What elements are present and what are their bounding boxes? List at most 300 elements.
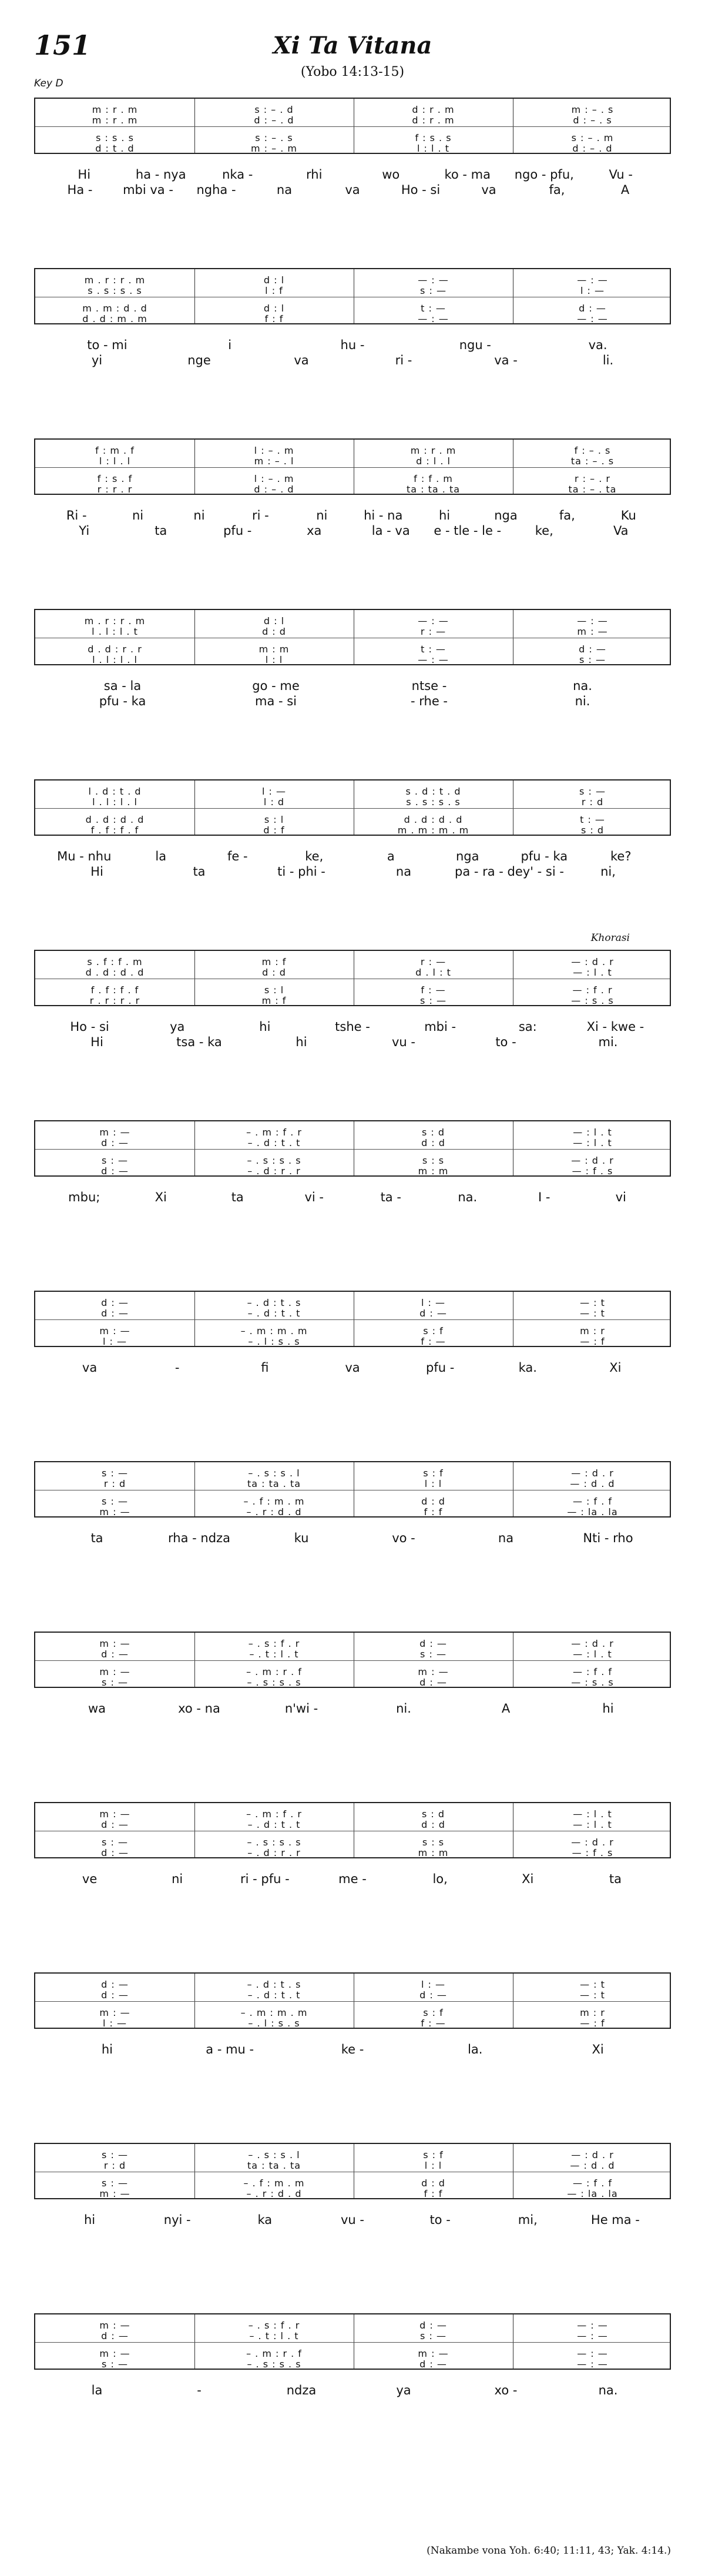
voice-part-row bbox=[35, 115, 670, 126]
lyric-syllable: ta bbox=[609, 1872, 622, 1886]
lyric-syllable: mbu; bbox=[68, 1190, 100, 1204]
measure-notes: t : — bbox=[580, 814, 605, 825]
staff-box bbox=[34, 950, 671, 1006]
measure-notes: — : d . r bbox=[571, 1155, 614, 1166]
lyric-syllable: ta - bbox=[380, 1190, 401, 1204]
measure-notes: f : — bbox=[421, 1336, 446, 1347]
lyric-line bbox=[34, 1360, 671, 1375]
lyric-syllable: tshe - bbox=[335, 1020, 370, 1034]
staff-box bbox=[34, 98, 671, 154]
lyric-syllable: vo - bbox=[392, 1531, 415, 1545]
measure-notes: m : m bbox=[418, 1165, 449, 1177]
measure-notes: – . r : d . d bbox=[246, 2188, 302, 2199]
measure-notes: s : — bbox=[102, 2149, 128, 2160]
lyric-syllable: a bbox=[387, 849, 395, 863]
measure-notes: – . f : m . m bbox=[243, 1496, 305, 1507]
measure-notes: d : d bbox=[262, 626, 286, 637]
measure-notes: s : f bbox=[423, 1468, 444, 1479]
voice-part-row bbox=[35, 1336, 670, 1347]
lyric-syllable: na bbox=[276, 183, 293, 197]
measure-notes: d : d bbox=[421, 1496, 445, 1507]
voice-part-row bbox=[35, 1468, 670, 1479]
lyric-syllable: ya bbox=[396, 2383, 411, 2397]
measure-notes: – . d : r . r bbox=[247, 1165, 301, 1177]
staff-box bbox=[34, 2313, 671, 2370]
measure-notes: – . d : t . s bbox=[247, 1979, 301, 1990]
measure-notes: d . d : m . m bbox=[82, 313, 147, 324]
measure-notes: — : l . t bbox=[573, 1137, 612, 1148]
measure-notes: s : – . d bbox=[254, 104, 294, 115]
voice-part-row bbox=[35, 1990, 670, 2001]
measure-notes: r : – . r bbox=[575, 473, 610, 484]
lyric-syllable: ndza bbox=[286, 2383, 317, 2397]
measure-notes: f : s . f bbox=[97, 473, 133, 484]
lyric-syllable: va bbox=[294, 353, 309, 367]
lyric-syllable: xo - na bbox=[178, 1701, 220, 1716]
voice-part-row bbox=[35, 996, 670, 1006]
measure-notes: s : s bbox=[422, 1155, 445, 1166]
staff-box bbox=[34, 1120, 671, 1177]
measure-notes: d : — bbox=[579, 303, 606, 314]
lyric-syllable: rha - ndza bbox=[168, 1531, 230, 1545]
measure-notes: d : r . m bbox=[412, 115, 455, 126]
measure-notes: ta : ta . ta bbox=[247, 2160, 301, 2171]
lyric-syllable: nyi - bbox=[163, 2213, 191, 2227]
measure-notes: – . d : t . t bbox=[247, 1819, 301, 1830]
measure-notes: s : f bbox=[423, 1325, 444, 1336]
lyric-syllable: ni. bbox=[396, 1701, 411, 1716]
measure-notes: m : f bbox=[261, 995, 287, 1006]
lyric-syllable: Nti - rho bbox=[583, 1531, 633, 1545]
lyric-syllable: mbi va - bbox=[123, 183, 173, 197]
lyric-syllable: nka - bbox=[222, 168, 253, 182]
lyric-syllable: e - tle - le - bbox=[434, 524, 502, 538]
measure-notes: m : — bbox=[99, 2348, 130, 2359]
lyric-line bbox=[34, 2042, 671, 2057]
measure-notes: — : d . r bbox=[571, 1638, 614, 1649]
lyric-syllable: pfu - bbox=[223, 524, 252, 538]
voice-part-row bbox=[35, 143, 670, 154]
measure-notes: s . s : s . s bbox=[88, 285, 142, 296]
lyric-syllable: Vu - bbox=[609, 168, 633, 182]
measure-notes: m : — bbox=[99, 1506, 130, 1518]
lyric-syllable: vi bbox=[615, 1190, 626, 1204]
measure-notes: f : f . m bbox=[414, 473, 453, 484]
music-system bbox=[34, 1632, 671, 1737]
lyric-syllable: la - va bbox=[371, 524, 410, 538]
measure-notes: – . s : s . l bbox=[248, 2149, 300, 2160]
voice-part-row bbox=[35, 2178, 670, 2189]
measure-notes: d . d : d . d bbox=[85, 814, 145, 825]
measure-notes: m : — bbox=[99, 1325, 130, 1336]
lyric-syllable: mbi - bbox=[424, 1020, 456, 1034]
measure-notes: m . r : r . m bbox=[84, 274, 146, 286]
music-system bbox=[34, 2313, 671, 2419]
voice-part-row bbox=[35, 286, 670, 296]
lyric-line bbox=[34, 353, 671, 368]
voice-part-row bbox=[35, 105, 670, 115]
voice-part-row bbox=[35, 1496, 670, 1507]
measure-notes: — : l . t bbox=[573, 1819, 612, 1830]
measure-notes: f : – . s bbox=[574, 445, 611, 456]
measure-notes: — : d . r bbox=[571, 956, 614, 967]
measure-notes: l : f bbox=[265, 285, 283, 296]
measure-notes: l : – . m bbox=[254, 445, 294, 456]
lyric-syllable: hi bbox=[259, 1020, 271, 1034]
measure-notes: d : – . d bbox=[254, 115, 294, 126]
lyric-syllable: ka bbox=[257, 2213, 273, 2227]
measure-notes: d . d : d . d bbox=[85, 967, 145, 978]
lyric-line bbox=[34, 1701, 671, 1716]
key-signature: Key D bbox=[34, 78, 63, 89]
measure-notes: f : — bbox=[421, 984, 446, 996]
measure-notes: — : f . f bbox=[572, 2178, 613, 2189]
staff-divider bbox=[35, 2001, 670, 2002]
voice-part-row bbox=[35, 2160, 670, 2171]
measure-notes: — : d . r bbox=[571, 1837, 614, 1848]
measure-notes: l : – . m bbox=[254, 473, 294, 484]
measure-notes: s : – . s bbox=[255, 132, 293, 143]
measure-notes: ta : ta . ta bbox=[247, 1478, 301, 1489]
measure-notes: – . d : r . r bbox=[247, 1847, 301, 1858]
lyric-syllable: va bbox=[345, 1361, 360, 1375]
voice-part-row bbox=[35, 1507, 670, 1518]
measure-notes: d : — bbox=[579, 644, 606, 655]
lyric-syllable: Hi bbox=[78, 168, 91, 182]
lyric-syllable: Xi bbox=[609, 1361, 622, 1375]
measure-notes: f : — bbox=[421, 2018, 446, 2029]
voice-part-row bbox=[35, 1308, 670, 1319]
lyric-syllable: ni bbox=[316, 508, 328, 522]
lyric-syllable: ke, bbox=[535, 524, 553, 538]
measure-notes: — : t bbox=[580, 1297, 605, 1308]
voice-part-row bbox=[35, 1677, 670, 1688]
measure-notes: — : s . s bbox=[571, 995, 614, 1006]
lyric-line bbox=[34, 1034, 671, 1050]
lyric-syllable: ri - bbox=[395, 353, 412, 367]
voice-part-row bbox=[35, 1127, 670, 1138]
lyric-syllable: Hi bbox=[90, 865, 103, 879]
voice-part-row bbox=[35, 1667, 670, 1677]
measure-notes: — : la . la bbox=[567, 1506, 618, 1518]
measure-notes: l : — bbox=[580, 285, 605, 296]
staff-box bbox=[34, 1461, 671, 1518]
measure-notes: – . m : r . f bbox=[246, 2348, 302, 2359]
measure-notes: — : f . r bbox=[572, 984, 613, 996]
lyric-syllable: lo, bbox=[432, 1872, 448, 1886]
lyric-syllable: va bbox=[481, 183, 496, 197]
measure-notes: d : — bbox=[419, 1989, 447, 2001]
measure-notes: l : l . t bbox=[417, 143, 449, 154]
measure-notes: d : — bbox=[101, 1847, 129, 1858]
measure-notes: — : — bbox=[577, 2348, 608, 2359]
lyric-syllable: to - bbox=[495, 1035, 516, 1049]
lyric-line bbox=[34, 1871, 671, 1887]
measure-notes: m : r . m bbox=[410, 445, 456, 456]
lyric-syllable: Ku bbox=[620, 508, 636, 522]
measure-notes: s : — bbox=[102, 1468, 128, 1479]
measure-notes: — : — bbox=[577, 615, 608, 627]
measure-notes: f : m . f bbox=[95, 445, 135, 456]
lyric-syllable: ni, bbox=[600, 865, 616, 879]
lyric-syllable: wo bbox=[382, 168, 400, 182]
measure-notes: f : f bbox=[264, 313, 284, 324]
measure-notes: l : d bbox=[263, 796, 285, 808]
voice-part-row bbox=[35, 1326, 670, 1336]
voice-part-row bbox=[35, 2349, 670, 2359]
lyric-syllable: A bbox=[501, 1701, 511, 1716]
measure-notes: — : — bbox=[577, 2359, 608, 2370]
measure-notes: l : — bbox=[421, 1979, 445, 1990]
measure-notes: s : d bbox=[580, 825, 605, 836]
music-system bbox=[34, 1461, 671, 1567]
measure-notes: s : f bbox=[423, 2007, 444, 2018]
measure-notes: s : — bbox=[420, 2330, 446, 2341]
measure-notes: s : — bbox=[102, 2359, 128, 2370]
measure-notes: d : — bbox=[419, 2320, 447, 2331]
staff-box bbox=[34, 779, 671, 836]
lyric-syllable: ntse - bbox=[411, 679, 447, 693]
music-system bbox=[34, 1291, 671, 1396]
lyric-syllable: ya bbox=[170, 1020, 185, 1034]
lyric-syllable: ke? bbox=[610, 849, 632, 863]
measure-notes: — : — bbox=[418, 615, 449, 627]
measure-notes: d . d : r . r bbox=[88, 644, 142, 655]
measure-notes: – . m : m . m bbox=[240, 2007, 308, 2018]
voice-part-row bbox=[35, 815, 670, 825]
lyric-syllable: Xi bbox=[522, 1872, 534, 1886]
measure-notes: r : — bbox=[420, 626, 446, 637]
measure-notes: — : l . t bbox=[573, 1808, 612, 1820]
measure-notes: d . l : t bbox=[415, 967, 451, 978]
lyric-syllable: I - bbox=[538, 1190, 550, 1204]
lyric-syllable: fa, bbox=[549, 183, 565, 197]
measure-notes: – . l : s . s bbox=[248, 2018, 300, 2029]
measure-notes: – . t : l . t bbox=[249, 2330, 299, 2341]
lyric-syllable: ni. bbox=[575, 694, 590, 708]
voice-part-row bbox=[35, 644, 670, 655]
measure-notes: d : — bbox=[101, 2330, 129, 2341]
measure-notes: m : — bbox=[99, 1127, 130, 1138]
lyric-syllable: n'wi - bbox=[284, 1701, 318, 1716]
voice-part-row bbox=[35, 133, 670, 143]
measure-notes: d : r . m bbox=[412, 104, 455, 115]
lyric-syllable: ta bbox=[193, 865, 206, 879]
voice-part-row bbox=[35, 2331, 670, 2341]
measure-notes: s . d : t . d bbox=[405, 786, 461, 797]
hymn-title: Xi Ta Vitana bbox=[273, 32, 432, 59]
lyric-syllable: nga bbox=[494, 508, 518, 522]
lyric-syllable: Xi - kwe - bbox=[586, 1020, 644, 1034]
measure-notes: m : — bbox=[99, 2007, 130, 2018]
measure-notes: l : l . l bbox=[99, 455, 131, 467]
music-system bbox=[34, 609, 671, 715]
staff-divider bbox=[35, 467, 670, 468]
lyric-line bbox=[34, 678, 671, 694]
lyric-syllable: vu - bbox=[340, 2213, 364, 2227]
measure-notes: — : d . d bbox=[570, 1478, 615, 1489]
voice-part-row bbox=[35, 484, 670, 495]
measure-notes: – . s : s . s bbox=[247, 2359, 301, 2370]
staff-divider bbox=[35, 2342, 670, 2343]
lyric-syllable: go - me bbox=[252, 679, 300, 693]
lyric-syllable: ni bbox=[193, 508, 205, 522]
lyric-syllable: i bbox=[228, 338, 232, 352]
measure-notes: — : l . t bbox=[573, 1649, 612, 1660]
lyric-line bbox=[34, 694, 671, 709]
measure-notes: d : — bbox=[101, 1989, 129, 2001]
measure-notes: — : — bbox=[577, 274, 608, 286]
measure-notes: – . d : t . t bbox=[247, 1308, 301, 1319]
voice-part-row bbox=[35, 303, 670, 314]
lyric-syllable: na. bbox=[598, 2383, 618, 2397]
measure-notes: – . s : s . l bbox=[248, 1468, 300, 1479]
voice-part-row bbox=[35, 2359, 670, 2370]
measure-notes: r : — bbox=[420, 956, 446, 967]
staff-box bbox=[34, 1802, 671, 1858]
measure-notes: d : – . s bbox=[573, 115, 612, 126]
lyric-syllable: ti - phi - bbox=[277, 865, 325, 879]
footnote: (Nakambe vona Yoh. 6:40; 11:11, 43; Yak. 4:14.) bbox=[427, 2545, 671, 2557]
lyric-syllable: wa bbox=[88, 1701, 106, 1716]
voice-part-row bbox=[35, 474, 670, 484]
lyric-syllable: pfu - bbox=[425, 1361, 455, 1375]
measure-notes: m : – . s bbox=[571, 104, 614, 115]
voice-part-row bbox=[35, 1298, 670, 1308]
measure-notes: — : f bbox=[580, 2018, 605, 2029]
voice-part-row bbox=[35, 967, 670, 978]
lyric-syllable: ve bbox=[82, 1872, 98, 1886]
lyric-syllable: rhi bbox=[306, 168, 323, 182]
measure-notes: m : – . l bbox=[254, 455, 294, 467]
measure-notes: l . d : t . d bbox=[88, 786, 142, 797]
voice-part-row bbox=[35, 825, 670, 836]
staff-box bbox=[34, 609, 671, 665]
voice-part-row bbox=[35, 1138, 670, 1148]
scripture-reference: (Yobo 14:13-15) bbox=[300, 65, 405, 79]
lyric-syllable: a - mu - bbox=[206, 2042, 254, 2056]
measure-notes: r : d bbox=[581, 796, 604, 808]
measure-notes: d : — bbox=[419, 2359, 447, 2370]
lyric-line bbox=[34, 1190, 671, 1205]
measure-notes: r : d bbox=[103, 2160, 126, 2171]
lyric-syllable: hu - bbox=[340, 338, 365, 352]
lyric-syllable: tsa - ka bbox=[176, 1035, 222, 1049]
measure-notes: — : l . t bbox=[573, 967, 612, 978]
measure-notes: d : — bbox=[419, 1638, 447, 1649]
lyric-syllable: la bbox=[155, 849, 167, 863]
chorus-label: Khorasi bbox=[590, 932, 630, 944]
measure-notes: m . m : d . d bbox=[82, 303, 147, 314]
measure-notes: s : — bbox=[420, 995, 446, 1006]
voice-part-row bbox=[35, 1820, 670, 1830]
voice-part-row bbox=[35, 2150, 670, 2160]
lyric-syllable: hi - na bbox=[364, 508, 403, 522]
lyric-syllable: ta bbox=[90, 1531, 103, 1545]
measure-notes: — : f bbox=[580, 1336, 605, 1347]
lyric-syllable: ta bbox=[231, 1190, 244, 1204]
measure-notes: m : r . m bbox=[92, 104, 138, 115]
measure-notes: f . f : f . f bbox=[90, 825, 139, 836]
measure-notes: m : – . m bbox=[251, 143, 297, 154]
music-system bbox=[34, 268, 671, 374]
lyric-syllable: na bbox=[395, 865, 412, 879]
measure-notes: s : — bbox=[579, 654, 606, 665]
measure-notes: – . s : s . s bbox=[247, 1837, 301, 1848]
lyric-syllable: ngu - bbox=[459, 338, 491, 352]
measure-notes: d : — bbox=[101, 1819, 129, 1830]
measure-notes: l : — bbox=[261, 786, 286, 797]
voice-part-row bbox=[35, 1649, 670, 1660]
staff-divider bbox=[35, 1660, 670, 1661]
lyric-syllable: Ho - si bbox=[401, 183, 441, 197]
measure-notes: — : l . t bbox=[573, 1127, 612, 1138]
measure-notes: d : f bbox=[263, 825, 285, 836]
measure-notes: – . m : f . r bbox=[246, 1127, 302, 1138]
voice-part-row bbox=[35, 2189, 670, 2199]
staff-divider bbox=[35, 126, 670, 127]
measure-notes: m : — bbox=[418, 1666, 449, 1677]
lyric-syllable: - rhe - bbox=[411, 694, 448, 708]
measure-notes: d : t . d bbox=[95, 143, 135, 154]
measure-notes: — : d . d bbox=[570, 2160, 615, 2171]
lyric-syllable: va - bbox=[494, 353, 518, 367]
measure-notes: – . l : s . s bbox=[248, 1336, 300, 1347]
measure-notes: d : d bbox=[421, 1819, 445, 1830]
measure-notes: r : d bbox=[103, 1478, 126, 1489]
lyric-syllable: xo - bbox=[494, 2383, 518, 2397]
lyric-syllable: sa - la bbox=[103, 679, 142, 693]
voice-part-row bbox=[35, 1837, 670, 1848]
measure-notes: s : d bbox=[421, 1808, 445, 1820]
music-system bbox=[34, 779, 671, 885]
voice-part-row bbox=[35, 786, 670, 797]
lyric-line bbox=[34, 864, 671, 879]
measure-notes: r . r : r . r bbox=[89, 995, 140, 1006]
measure-notes: l . l : l . t bbox=[92, 626, 138, 637]
music-system bbox=[34, 438, 671, 544]
measure-notes: m : — bbox=[99, 2320, 130, 2331]
lyric-line bbox=[34, 182, 671, 197]
measure-notes: s : s bbox=[422, 1837, 445, 1848]
measure-notes: d : – . d bbox=[572, 143, 613, 154]
lyric-syllable: li. bbox=[602, 353, 614, 367]
measure-notes: s : l bbox=[264, 814, 284, 825]
lyric-line bbox=[34, 523, 671, 538]
measure-notes: — : — bbox=[418, 274, 449, 286]
lyric-syllable: nge bbox=[187, 353, 211, 367]
measure-notes: d : — bbox=[101, 1308, 129, 1319]
lyric-syllable: na. bbox=[573, 679, 592, 693]
measure-notes: s : l bbox=[264, 984, 284, 996]
lyric-syllable: Ri - bbox=[66, 508, 87, 522]
measure-notes: d : l bbox=[263, 274, 285, 286]
measure-notes: — : — bbox=[577, 2320, 608, 2331]
voice-part-row bbox=[35, 314, 670, 324]
voice-part-row bbox=[35, 2008, 670, 2018]
lyric-syllable: hi bbox=[83, 2213, 96, 2227]
measure-notes: — : f . s bbox=[572, 1165, 613, 1177]
measure-notes: d : d bbox=[421, 2178, 445, 2189]
measure-notes: ta : ta . ta bbox=[406, 484, 461, 495]
lyric-syllable: ni bbox=[172, 1872, 183, 1886]
staff-divider bbox=[35, 1319, 670, 1320]
lyric-syllable: va. bbox=[588, 338, 607, 352]
music-system bbox=[34, 98, 671, 203]
lyric-syllable: ka. bbox=[518, 1361, 537, 1375]
measure-notes: — : — bbox=[418, 313, 449, 324]
measure-notes: l : — bbox=[102, 2018, 127, 2029]
